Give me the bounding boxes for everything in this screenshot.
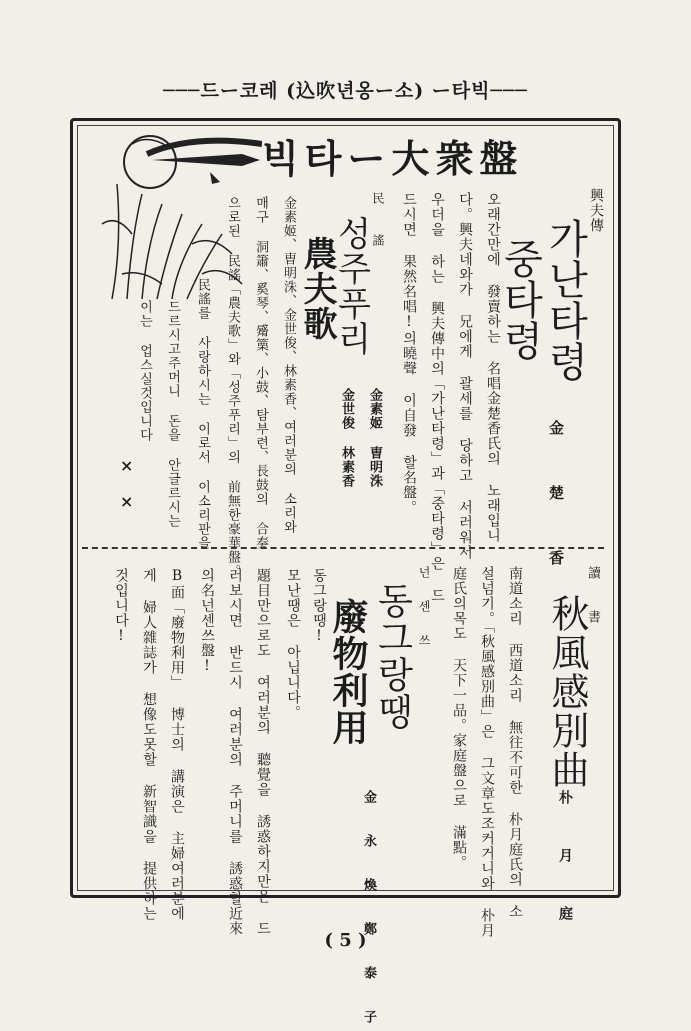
song-title: 중타령 [497,238,543,361]
body-line: 것입니다! [113,568,129,645]
song-title: 廢物利用 [327,598,369,746]
section-divider [82,547,604,549]
artist-name: 金 楚 香 [547,420,565,581]
page-number: ( 5 ) [324,930,367,951]
body-line: 게 婦人雜誌가 想像도못할 新智識을 提供하는 [141,568,157,921]
song-title: 가난타령 [542,218,588,382]
body-line: 설넘기。「秋風感別曲」은 그文章도조커거니와 朴月 [479,566,495,938]
section-label: 讀 書 [585,566,600,631]
artist-name: 金素姬 曺明洙 [367,388,382,488]
song-title: 農夫歌 [297,236,337,341]
body-line: 모난땡은 아닙니다。 [285,568,301,720]
section-label: 넌 센 쓰 [417,566,431,650]
body-line: 이는 업스실것입니다 [137,300,152,442]
body-line: 매구 洞簫、奚琴、觱篥、小鼓、탐부련、長鼓의 合奏 [253,196,268,550]
body-line: 드르시고주머니 돈을 안글르시는 [165,300,180,528]
body-line: 民謠를 사랑하시는 이로서 이소리판을 [195,278,210,550]
artist-name: 金 永 煥 鄭 泰 子 [361,790,376,1031]
advert-title: 빅타ー大衆盤 [262,136,524,181]
x-mark: × [120,492,134,511]
body-line: 의名넌센쓰盤! [199,568,215,675]
x-mark: × [120,456,134,475]
body-line: 南道소리 西道소리 無往不可한 朴月庭氏의 소 [507,566,523,919]
body-line: 드시면 果然名唱!의曉聲 이自發 할名盤。 [401,192,417,515]
song-title: 성주푸리 [331,216,371,356]
body-line: 러보시면 반드시 여러분의 주머니를 誘惑할近來 [227,568,243,936]
song-title: 秋風感別曲 [545,594,589,789]
body-line: 오래간만에 發賣하는 名唱金楚香氏의 노래입니 [485,192,501,543]
song-title: 동그랑땡 [372,582,413,730]
body-line: 다。興夫네와가 兄에게 괄세를 당하고 서러워서 [457,192,473,560]
page-header: ───드ー코레 (込吹년옹ー소) ー타빅─── [163,80,528,102]
body-line: B面「廢物利用」 博士의 講演은 主婦여러분에 [169,568,185,921]
body-line: 金素姬、曺明洙、金世俊、林素香、여러분의 소리와 [281,196,296,534]
body-line: 우더을 하는 興夫傳中의「가난타령」과「중타령」은 드 [429,192,445,603]
body-line: 으로된 民謠「農夫歌」와「성주푸리」의 前無한豪華盤。 [225,196,240,578]
body-line: 庭氏의목도 天下一品。家庭盤으로 滿點。 [451,566,467,870]
body-line: 동그랑땡! [311,568,327,645]
section-label: 興夫傳 [588,188,604,233]
section-label: 民 謠 [371,192,385,254]
artist-name: 金世俊 林素香 [339,388,354,488]
artist-name: 朴 月 庭 [557,790,573,934]
body-line: 題目만으로도 여러분의 聽覺을 誘惑하지만은 드 [255,568,271,936]
